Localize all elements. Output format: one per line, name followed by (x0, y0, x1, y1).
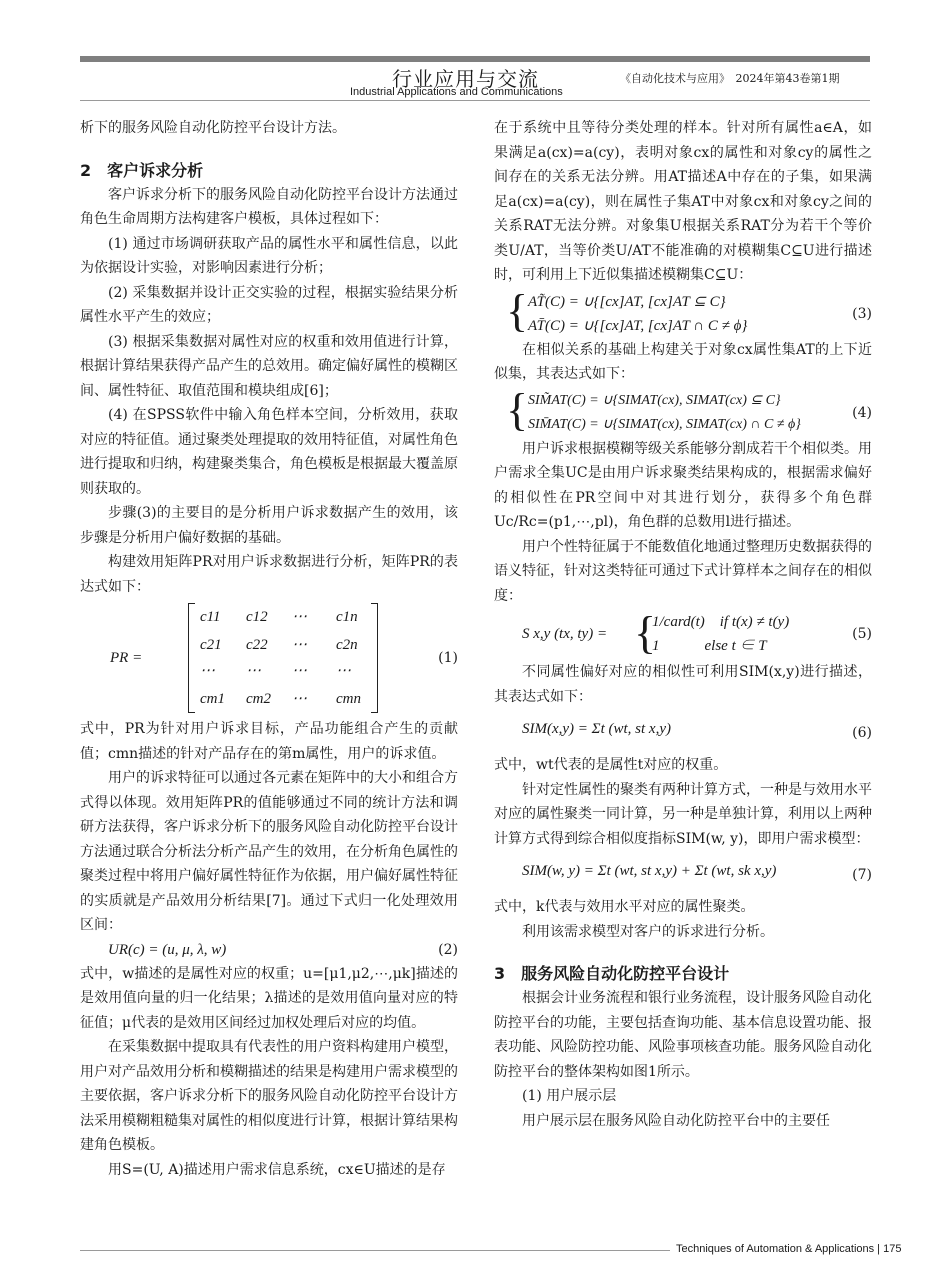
matrix-cell: cm2 (246, 691, 271, 707)
paragraph: (1) 用户展示层 (522, 1088, 617, 1104)
page-footer: Techniques of Automation & Applications | 175 (676, 1243, 902, 1255)
eq6-body: SIM(x,y) = Σt (wt, st x,y) (522, 721, 671, 737)
paragraph: 式中，wt代表的是属性t对应的权重。 (494, 757, 728, 773)
paragraph: 在于系统中且等待分类处理的样本。针对所有属性a∈A，如果满足a(cx)=a(cy)，表明对象cx的属性和对象cy的属性之间存在的关系无法分辨。用AT描述A中存在的子集，如果满足a(cx)=a(cy)，则在属性子集AT中对象cx和对象cy之间的关系RAT无法分辨。对象集U根据关系RAT分为若干个等价类U/AT，当等价类U/AT不能准确的对模糊集C⊆U进行描述时，可利用上下近似集描述模糊集C⊆U： (494, 120, 872, 283)
paragraph: 用户的诉求特征可以通过各元素在矩阵中的大小和组合方式得以体现。效用矩阵PR的值能够通过不同的统计方法和调研方法获得，客户诉求分析下的服务风险自动化防控平台设计方法通过联合分析法分析产品产生的效用，在分析角色属性的聚类过程中将用户偏好属性特征作为依据，用户偏好属性特征的实质就是产品效用分析结果[7]。通过下式归一化处理效用区间： (80, 770, 458, 933)
paragraph: 用S=(U, A)描述用户需求信息系统，cx∈U描述的是存 (108, 1161, 446, 1178)
paragraph: 用户个性特征属于不能数值化地通过整理历史数据获得的语义特征，针对这类特征可通过下式计算样本之间存在的相似度： (494, 538, 872, 604)
paragraph: 式中，w描述的是属性对应的权重；u=[μ1,μ2,⋯,μk]描述的是效用值向量的归一化结果；λ描述的是效用值向量对应的特征值；μ代表的是效用区间经过加权处理后对应的均值。 (80, 965, 458, 1031)
paragraph: (1) 通过市场调研获取产品的属性水平和属性信息，以此为依据设计实验，对影响因素进行分析； (80, 235, 458, 276)
paragraph: 根据会计业务流程和银行业务流程，设计服务风险自动化防控平台的功能，主要包括查询功能、基本信息设置功能、报表功能、风险防控功能、风险事项核查功能。服务风险自动化防控平台的整体架构如图1所示。 (494, 990, 872, 1080)
equation-1 (80, 599, 458, 717)
paragraph: 用户诉求根据模糊等级关系能够分割成若干个相似类。用户需求全集UC是由用户诉求聚类结果构成的，根据需求偏好的相似性在PR空间中对其进行划分，获得多个角色群Uc/Rc=(p1,⋯,pl)，角色群的总数用l进行描述。 (494, 440, 872, 530)
matrix-cell: ⋯ (336, 663, 351, 679)
matrix-cell: ⋯ (292, 637, 307, 653)
paragraph: 不同属性偏好对应的相似性可利用SIM(x,y)进行描述，其表达式如下： (494, 664, 872, 705)
matrix-cell: ⋯ (292, 663, 307, 679)
header-rule (80, 56, 870, 62)
matrix-cell: cmn (336, 691, 361, 707)
equation-5: S x,y (tx, ty) = { 1/card(t) if t(x) ≠ t(y) 1 else t ∈ T (5) (522, 607, 872, 658)
equation-number: (3) (852, 305, 872, 322)
right-column (494, 116, 872, 1133)
journal-info: 《自动化技术与应用》 2024年第43卷第1期 (620, 72, 840, 85)
section-title: 行业应用与交流 (392, 67, 539, 91)
eq3-line: AT̃(C) = ∪{[cx]AT, [cx]AT ⊆ C} (528, 293, 726, 310)
eq5-lhs: S x,y (tx, ty) = (522, 626, 608, 642)
eq1-label: PR = (110, 650, 143, 666)
paragraph: 式中，k代表与效用水平对应的属性聚类。 (494, 899, 755, 915)
matrix-cell: c1n (336, 609, 358, 625)
equation-number: (2) (438, 941, 458, 958)
paragraph: 析下的服务风险自动化防控平台设计方法。 (80, 120, 346, 136)
left-column (80, 116, 458, 1182)
matrix-cell: c22 (246, 637, 268, 653)
eq5-line: 1 else t ∈ T (652, 638, 767, 654)
paragraph: (4) 在SPSS软件中输入角色样本空间，分析效用，获取对应的特征值。通过聚类处理提取的效用特征值，对属性角色进行提取和归纳，构建聚类集合，角色模板是根据最大覆盖原则获取的。 (80, 407, 458, 497)
section-heading: 2 客户诉求分析 (80, 160, 204, 180)
equation-number: (6) (852, 725, 872, 741)
eq7-body: SIM(w, y) = Σt (wt, st x,y) + Σt (wt, sk x,y) (522, 863, 777, 879)
paragraph: 在相似关系的基础上构建关于对象cx属性集AT的上下近似集，其表达式如下： (494, 341, 872, 382)
eq4-line: SIM̄AT(C) = ∪{SIMAT(cx), SIMAT(cx) ∩ C ≠ ϕ} (528, 416, 801, 432)
paragraph: 构建效用矩阵PR对用户诉求数据进行分析，矩阵PR的表达式如下： (80, 554, 458, 595)
equation-4: { SIM̃AT(C) = ∪{SIMAT(cx), SIMAT(cx) ⊆ C} SIM̄AT(C) = ∪{SIMAT(cx), SIMAT(cx) ∩ C ≠ ϕ} (4) (494, 387, 872, 437)
paragraph: 步骤(3)的主要目的是分析用户诉求数据产生的效用，该步骤是分析用户偏好数据的基础。 (80, 505, 458, 546)
equation-number: (5) (852, 626, 872, 642)
matrix-cell: cm1 (200, 691, 225, 707)
section-heading: 3 服务风险自动化防控平台设计 (494, 964, 730, 983)
paragraph: 客户诉求分析下的服务风险自动化防控平台设计方法通过角色生命周期方法构建客户模板，具体过程如下： (80, 186, 458, 227)
section-subtitle: Industrial Applications and Communications (350, 86, 563, 98)
equation-2 (80, 938, 458, 962)
equation-6 (494, 709, 872, 753)
matrix-cell: c11 (200, 609, 221, 625)
eq4-line: SIM̃AT(C) = ∪{SIMAT(cx), SIMAT(cx) ⊆ C} (528, 392, 781, 408)
paragraph: (3) 根据采集数据对属性对应的权重和效用值进行计算，根据计算结果获得产品产生的总效用。确定偏好属性的模糊区间、属性特征、取值范围和模块组成[6]； (80, 333, 458, 399)
equation-number: (7) (852, 867, 872, 883)
equation-3: { AT̃(C) = ∪{[cx]AT, [cx]AT ⊆ C} AT̄(C) = ∪{[cx]AT, [cx]AT ∩ C ≠ ϕ} (3) (494, 288, 872, 338)
eq2-body: UR(c) = (u, μ, λ, w) (108, 941, 227, 958)
paragraph: (2) 采集数据并设计正交实验的过程，根据实验结果分析属性水平产生的效应； (80, 284, 458, 325)
equation-number: (1) (438, 650, 458, 666)
paragraph: 用户展示层在服务风险自动化防控平台中的主要任 (522, 1112, 830, 1129)
equation-number: (4) (852, 404, 872, 421)
matrix-cell: ⋯ (200, 663, 215, 679)
matrix-pr (188, 599, 378, 717)
eq3-line: AT̄(C) = ∪{[cx]AT, [cx]AT ∩ C ≠ ϕ} (528, 317, 748, 334)
paragraph: 在采集数据中提取具有代表性的用户资料构建用户模型，用户对产品效用分析和模糊描述的结果是构建用户需求模型的主要依据，客户诉求分析下的服务风险自动化防控平台设计方法采用模糊粗糙集对属性的相似度进行计算，根据计算结果构建角色模板。 (80, 1039, 458, 1153)
paragraph: 针对定性属性的聚类有两种计算方式，一种是与效用水平对应的属性聚类一同计算，另一种是单独计算，利用以上两种计算方式得到综合相似度指标SIM(w, y)，即用户需求模型： (494, 781, 872, 847)
header-subrule (80, 100, 870, 101)
paragraph: 式中，PR为针对用户诉求目标，产品功能组合产生的贡献值；cmn描述的针对产品存在的第m属性，用户的诉求值。 (80, 721, 458, 762)
matrix-cell: ⋯ (246, 663, 261, 679)
matrix-cell: ⋯ (292, 691, 307, 707)
matrix-cell: c21 (200, 637, 222, 653)
matrix-cell: c2n (336, 637, 358, 653)
matrix-cell: c12 (246, 609, 268, 625)
eq5-line: 1/card(t) if t(x) ≠ t(y) (652, 614, 790, 630)
matrix-cell: ⋯ (292, 609, 307, 625)
paragraph: 利用该需求模型对客户的诉求进行分析。 (522, 923, 774, 940)
footer-rule (80, 1250, 670, 1251)
equation-7 (494, 851, 872, 895)
